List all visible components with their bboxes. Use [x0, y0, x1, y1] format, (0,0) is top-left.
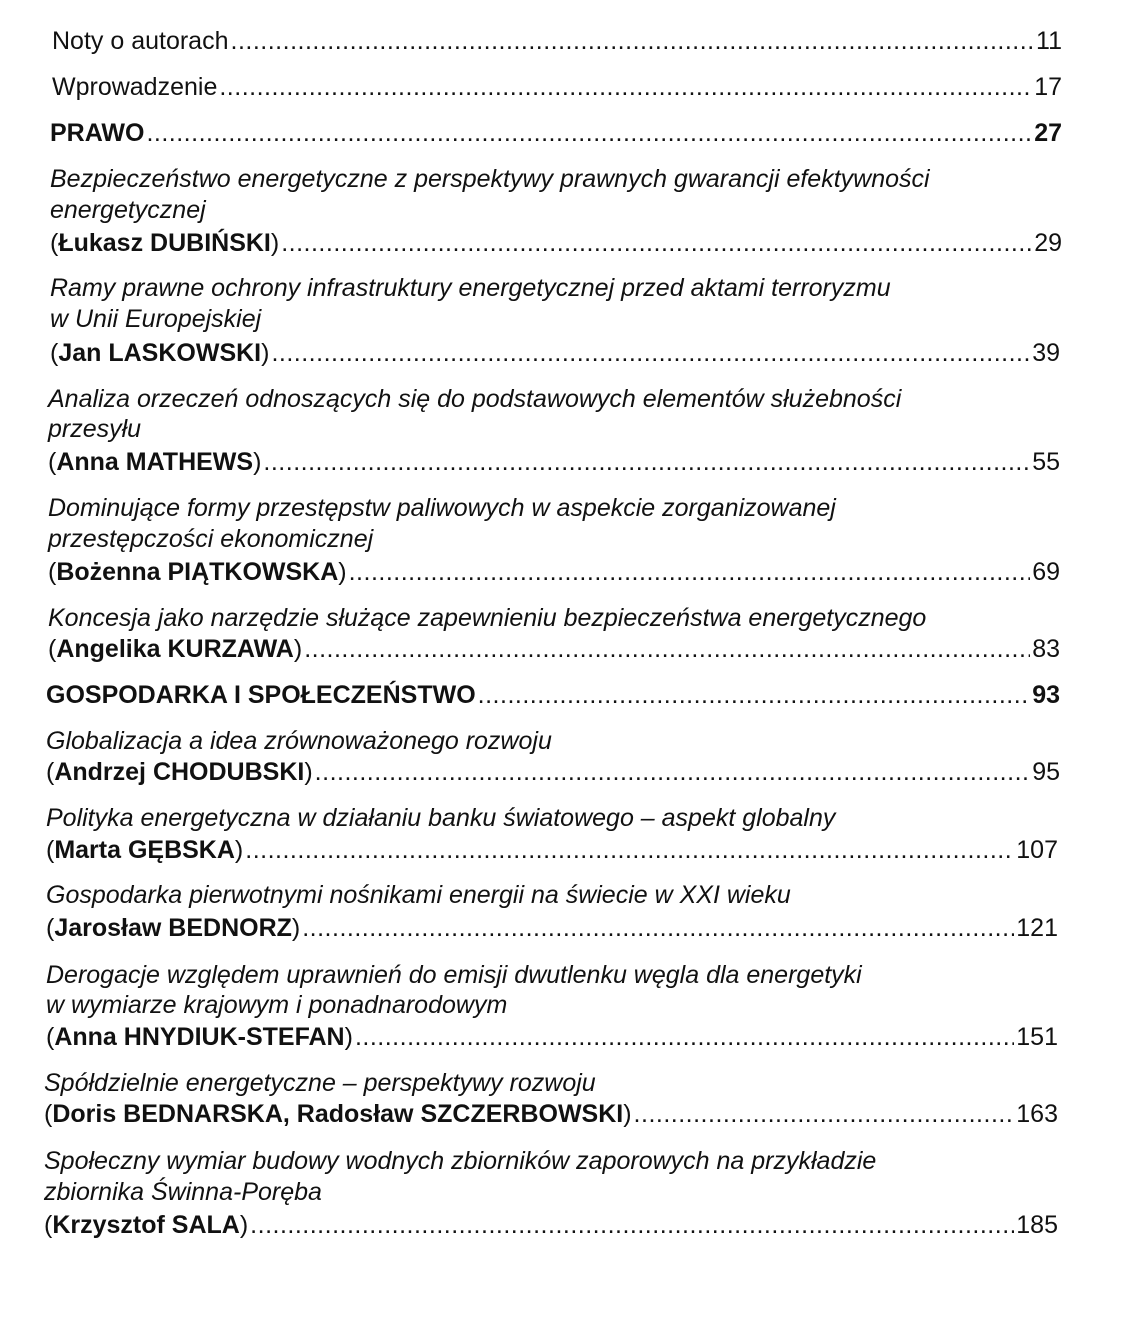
- author-name: (Andrzej CHODUBSKI): [46, 758, 313, 786]
- toc-section-row: [46, 680, 1060, 710]
- dot-leader: [315, 757, 1031, 787]
- article-title-line: Koncesja jako narzędzie służące zapewnieniu bezpieczeństwa energetycznego: [48, 604, 927, 632]
- section-heading: PRAWO: [50, 119, 145, 147]
- page-number: 151: [1016, 1023, 1058, 1051]
- dot-leader: [250, 1210, 1014, 1240]
- page-number: 55: [1032, 448, 1060, 476]
- toc-author-row: [48, 634, 1060, 664]
- dot-leader: [231, 26, 1035, 56]
- dot-leader: [355, 1022, 1014, 1052]
- dot-leader: [478, 680, 1031, 710]
- article-title-line: zbiornika Świnna-Poręba: [44, 1178, 322, 1206]
- section-heading: GOSPODARKA I SPOŁECZEŃSTWO: [46, 681, 476, 709]
- toc-author-row: [48, 557, 1060, 587]
- dot-leader: [281, 228, 1032, 258]
- author-name: (Jarosław BEDNORZ): [46, 914, 301, 942]
- toc-author-row: [50, 338, 1060, 368]
- toc-author-row: [46, 1022, 1058, 1052]
- toc-author-row: [44, 1099, 1058, 1129]
- article-title-line: energetycznej: [50, 196, 206, 224]
- dot-leader: [302, 913, 1014, 943]
- toc-author-row: [46, 835, 1058, 865]
- article-title-line: w Unii Europejskiej: [50, 305, 262, 333]
- article-title-line: Analiza orzeczeń odnoszących się do podstawowych elementów służebności: [48, 385, 902, 413]
- page-number: 69: [1032, 558, 1060, 586]
- toc-author-row: [46, 757, 1060, 787]
- page-number: 39: [1032, 339, 1060, 367]
- author-name: (Anna HNYDIUK-STEFAN): [46, 1023, 353, 1051]
- toc-author-row: [46, 913, 1058, 943]
- dot-leader: [245, 835, 1014, 865]
- dot-leader: [271, 338, 1030, 368]
- author-name: (Angelika KURZAWA): [48, 635, 303, 663]
- article-title-line: w wymiarze krajowym i ponadnarodowym: [46, 991, 508, 1019]
- article-title-line: Gospodarka pierwotnymi nośnikami energii na świecie w XXI wieku: [46, 881, 791, 909]
- page-number: 95: [1032, 758, 1060, 786]
- author-name: (Krzysztof SALA): [44, 1211, 249, 1239]
- entry-label: Wprowadzenie: [52, 73, 218, 101]
- toc-author-row: [50, 228, 1062, 258]
- page-number: 121: [1016, 914, 1058, 942]
- page-number: 11: [1036, 27, 1062, 55]
- author-name: (Jan LASKOWSKI): [50, 339, 270, 367]
- article-title-line: Globalizacja a idea zrównoważonego rozwoju: [46, 727, 552, 755]
- toc-entry-row: [52, 72, 1062, 102]
- entry-label: Noty o autorach: [52, 27, 229, 55]
- page-number: 107: [1016, 836, 1058, 864]
- dot-leader: [219, 72, 1032, 102]
- dot-leader: [304, 634, 1030, 664]
- author-name: (Doris BEDNARSKA, Radosław SZCZERBOWSKI): [44, 1100, 632, 1128]
- page-number: 27: [1034, 119, 1062, 147]
- article-title-line: Bezpieczeństwo energetyczne z perspektywy prawnych gwarancji efektywności: [50, 165, 930, 193]
- toc-section-row: [50, 118, 1062, 148]
- page-number: 163: [1016, 1100, 1058, 1128]
- article-title-line: Spółdzielnie energetyczne – perspektywy rozwoju: [44, 1069, 596, 1097]
- page-number: 185: [1016, 1211, 1058, 1239]
- dot-leader: [263, 447, 1030, 477]
- page-number: 93: [1032, 681, 1060, 709]
- toc-entry-row: [52, 26, 1062, 56]
- article-title-line: przesyłu: [48, 415, 142, 443]
- dot-leader: [349, 557, 1031, 587]
- page-number: 17: [1034, 73, 1062, 101]
- author-name: (Bożenna PIĄTKOWSKA): [48, 558, 347, 586]
- toc-author-row: [48, 447, 1060, 477]
- page-number: 29: [1034, 229, 1062, 257]
- author-name: (Łukasz DUBIŃSKI): [50, 229, 280, 257]
- dot-leader: [146, 118, 1032, 148]
- article-title-line: Derogacje względem uprawnień do emisji dwutlenku węgla dla energetyki: [46, 961, 862, 989]
- article-title-line: Dominujące formy przestępstw paliwowych w aspekcie zorganizowanej: [48, 494, 836, 522]
- article-title-line: Polityka energetyczna w działaniu banku światowego – aspekt globalny: [46, 804, 836, 832]
- author-name: (Marta GĘBSKA): [46, 836, 244, 864]
- page-number: 83: [1032, 635, 1060, 663]
- dot-leader: [634, 1099, 1015, 1129]
- toc-author-row: [44, 1210, 1058, 1240]
- author-name: (Anna MATHEWS): [48, 448, 262, 476]
- article-title-line: przestępczości ekonomicznej: [48, 525, 374, 553]
- article-title-line: Społeczny wymiar budowy wodnych zbiorników zaporowych na przykładzie: [44, 1147, 877, 1175]
- article-title-line: Ramy prawne ochrony infrastruktury energetycznej przed aktami terroryzmu: [50, 274, 891, 302]
